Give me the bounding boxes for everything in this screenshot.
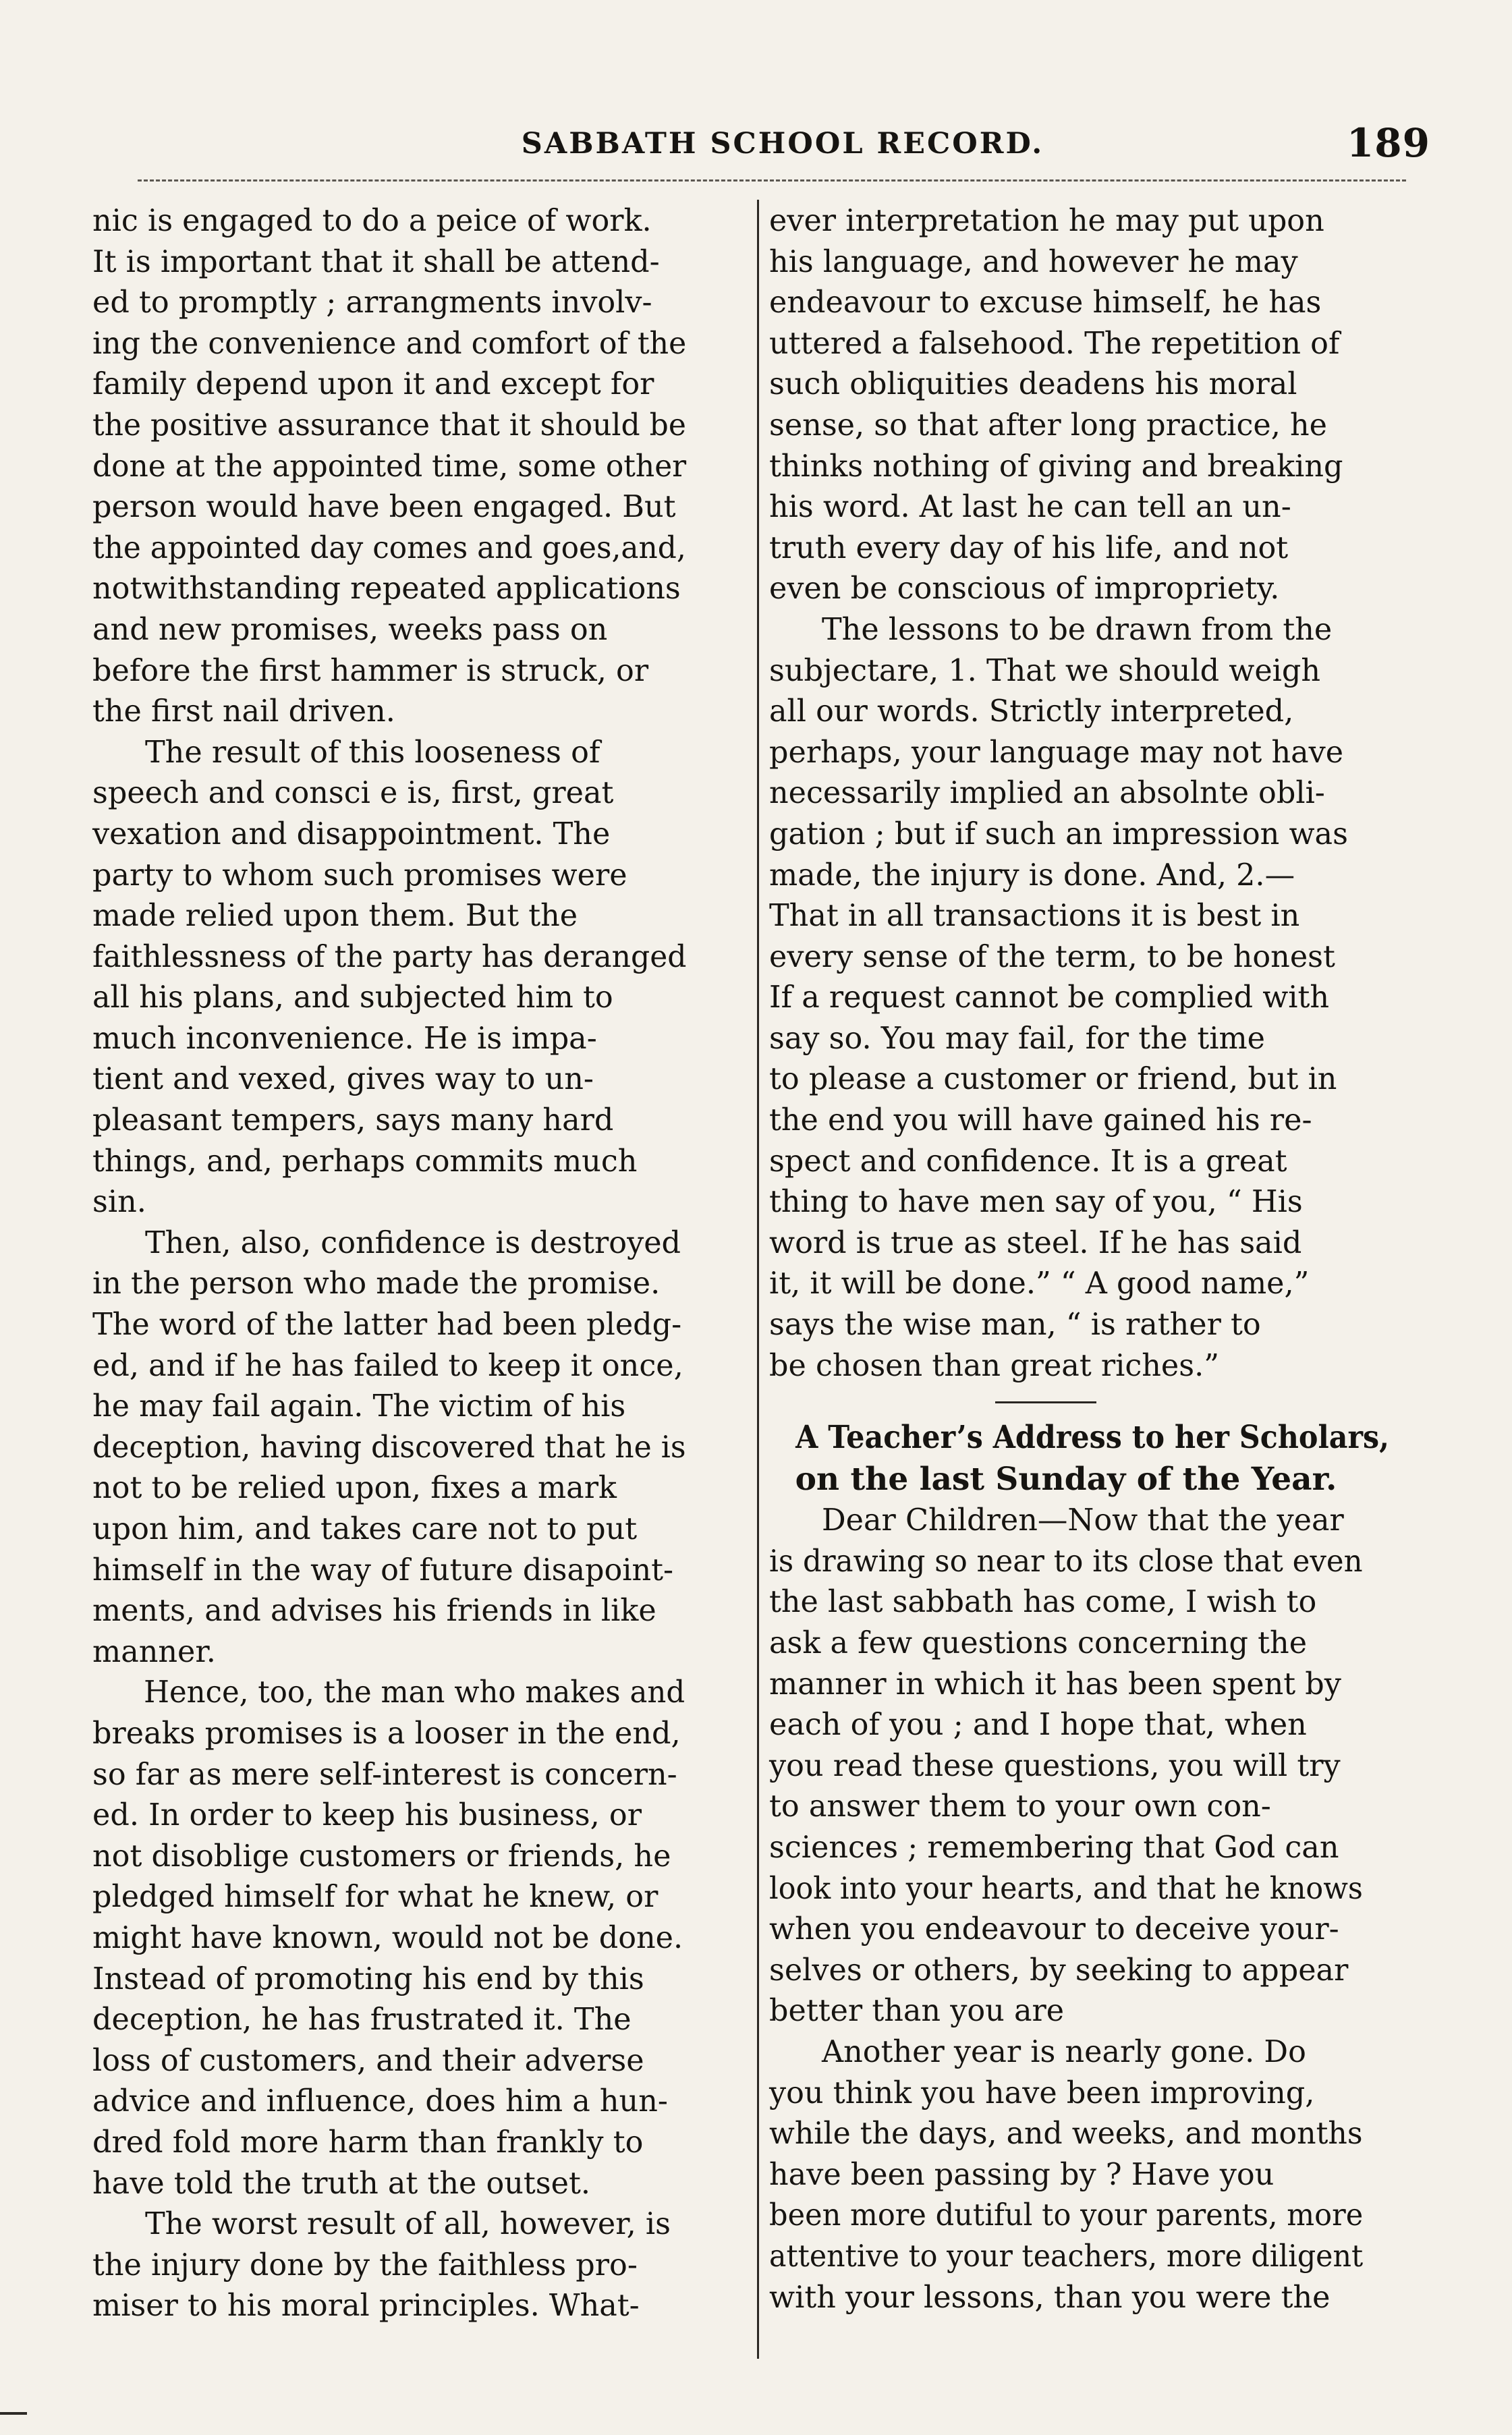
text-line: truth every day of his life, and not bbox=[769, 530, 1289, 565]
text-line: person would have been engaged. But bbox=[92, 490, 676, 525]
text-line: sense, so that after long practice, he bbox=[769, 408, 1327, 443]
text-line: vexation and disappointment. The bbox=[92, 816, 611, 851]
text-line: sin. bbox=[92, 1185, 146, 1220]
text-line: is drawing so near to its close that even bbox=[769, 1544, 1363, 1579]
text-line: things, and, perhaps commits much bbox=[92, 1144, 638, 1179]
left-column bbox=[92, 201, 686, 2353]
text-line: made, the injury is done. And, 2.— bbox=[769, 858, 1295, 893]
text-line: dred fold more harm than frankly to bbox=[92, 2125, 644, 2160]
text-line: the appointed day comes and goes,and, bbox=[92, 530, 686, 565]
text-line: Hence, too, the man who makes and bbox=[144, 1675, 685, 1710]
text-line: the first nail driven. bbox=[92, 694, 395, 729]
text-line: tient and vexed, gives way to un- bbox=[92, 1062, 594, 1097]
text-line: The worst result of all, however, is bbox=[145, 2207, 671, 2242]
text-line: he may fail again. The victim of his bbox=[92, 1389, 626, 1424]
text-line: pleasant tempers, says many hard bbox=[92, 1103, 614, 1138]
text-line: to please a customer or friend, but in bbox=[769, 1062, 1337, 1097]
text-line: his language, and however he may bbox=[769, 244, 1298, 279]
text-line: much inconvenience. He is impa- bbox=[92, 1021, 597, 1056]
text-line: manner in which it has been spent by bbox=[769, 1667, 1341, 1702]
text-line: It is important that it shall be attend- bbox=[92, 244, 660, 279]
text-line: the positive assurance that it should be bbox=[92, 408, 686, 443]
text-line: faithlessness of the party has deranged bbox=[92, 939, 687, 974]
text-line: be chosen than great riches.” bbox=[769, 1348, 1220, 1383]
text-line: The result of this looseness of bbox=[145, 735, 600, 770]
text-line: spect and confidence. It is a great bbox=[769, 1144, 1287, 1179]
text-line: word is true as steel. If he has said bbox=[769, 1225, 1302, 1260]
text-line: say so. You may fail, for the time bbox=[769, 1021, 1266, 1056]
text-line: in the person who made the promise. bbox=[92, 1266, 661, 1302]
text-line: ed to promptly ; arrangments involv- bbox=[92, 285, 652, 320]
text-line: selves or others, by seeking to appear bbox=[769, 1953, 1349, 1988]
text-line: deception, having discovered that he is bbox=[92, 1430, 686, 1465]
text-line: pledged himself for what he knew, or bbox=[92, 1880, 659, 1915]
text-line: If a request cannot be complied with bbox=[769, 980, 1330, 1015]
article-heading-line-1: A Teacher’s Address to her Scholars, bbox=[795, 1419, 1390, 1457]
text-line: it, it will be done.” “ A good name,” bbox=[769, 1266, 1310, 1302]
text-line: party to whom such promises were bbox=[92, 858, 627, 893]
text-line: Then, also, confidence is destroyed bbox=[145, 1225, 681, 1260]
text-line: loss of customers, and their adverse bbox=[92, 2043, 644, 2078]
text-line: ed, and if he has failed to keep it once, bbox=[92, 1348, 683, 1383]
text-line: ed. In order to keep his business, or bbox=[92, 1798, 642, 1833]
page-number: 189 bbox=[1346, 120, 1430, 166]
text-line: even be conscious of impropriety. bbox=[769, 571, 1280, 607]
section-divider-rule bbox=[769, 1387, 1363, 1417]
text-line: thinks nothing of giving and breaking bbox=[769, 449, 1343, 484]
text-line: gation ; but if such an impression was bbox=[769, 816, 1348, 851]
article-heading-line-2: on the last Sunday of the Year. bbox=[795, 1461, 1337, 1499]
right-column-text-lower bbox=[769, 1501, 1363, 2318]
text-line: speech and consci e is, first, great bbox=[92, 776, 614, 811]
text-line: ever interpretation he may put upon bbox=[769, 204, 1324, 238]
text-line: you read these questions, you will try bbox=[769, 1748, 1341, 1783]
text-line: attentive to your teachers, more diligent bbox=[769, 2239, 1364, 2274]
text-line: says the wise man, “ is rather to bbox=[769, 1308, 1261, 1343]
text-line: breaks promises is a looser in the end, bbox=[92, 1716, 681, 1751]
text-line: all his plans, and subjected him to bbox=[92, 980, 613, 1015]
text-line: advice and influence, does him a hun- bbox=[92, 2084, 668, 2119]
text-line: ments, and advises his friends in like bbox=[92, 1594, 656, 1629]
text-line: been more dutiful to your parents, more bbox=[769, 2198, 1364, 2233]
text-line: thing to have men say of you, “ His bbox=[769, 1185, 1303, 1220]
column-divider bbox=[757, 200, 759, 2359]
text-line: have told the truth at the outset. bbox=[92, 2166, 590, 2201]
text-line: The lessons to be drawn from the bbox=[822, 612, 1333, 647]
text-line: perhaps, your language may not have bbox=[769, 735, 1344, 770]
text-line: the end you will have gained his re- bbox=[769, 1103, 1312, 1138]
text-line: That in all transactions it is best in bbox=[769, 899, 1300, 934]
text-line: made relied upon them. But the bbox=[92, 899, 578, 934]
text-line: manner. bbox=[92, 1634, 216, 1669]
text-line: upon him, and takes care not to put bbox=[92, 1512, 638, 1546]
text-line: to answer them to your own con- bbox=[769, 1789, 1271, 1824]
text-line: every sense of the term, to be honest bbox=[769, 939, 1335, 974]
text-line: done at the appointed time, some other bbox=[92, 449, 687, 484]
text-line: each of you ; and I hope that, when bbox=[769, 1708, 1307, 1743]
text-line: better than you are bbox=[769, 1994, 1065, 2029]
text-line: Another year is nearly gone. Do bbox=[822, 2034, 1306, 2069]
text-line: sciences ; remembering that God can bbox=[769, 1830, 1339, 1865]
text-line: with your lessons, than you were the bbox=[769, 2280, 1331, 2315]
text-line: when you endeavour to deceive your- bbox=[769, 1912, 1339, 1947]
text-line: before the first hammer is struck, or bbox=[92, 653, 649, 688]
text-line: and new promises, weeks pass on bbox=[92, 612, 608, 647]
text-line: family depend upon it and except for bbox=[92, 367, 654, 402]
text-line: notwithstanding repeated applications bbox=[92, 571, 681, 607]
text-line: have been passing by ? Have you bbox=[769, 2157, 1275, 2192]
text-line: look into your hearts, and that he knows bbox=[769, 1871, 1363, 1906]
text-line: the injury done by the faithless pro- bbox=[92, 2247, 638, 2283]
running-title: SABBATH SCHOOL RECORD. bbox=[521, 127, 1044, 161]
text-line: not to be relied upon, fixes a mark bbox=[92, 1471, 617, 1506]
text-line: The word of the latter had been pledg- bbox=[92, 1308, 682, 1343]
header-rule bbox=[138, 179, 1406, 185]
right-column bbox=[769, 201, 1390, 2353]
text-line: miser to his moral principles. What- bbox=[92, 2289, 640, 2324]
text-line: all our words. Strictly interpreted, bbox=[769, 694, 1294, 729]
text-line: such obliquities deadens his moral bbox=[769, 367, 1297, 402]
right-column-text-upper bbox=[769, 201, 1363, 1387]
text-line: necessarily implied an absolnte obli- bbox=[769, 776, 1325, 811]
text-line: so far as mere self-interest is concern- bbox=[92, 1757, 677, 1792]
scan-edge-mark bbox=[0, 2412, 27, 2415]
text-line: not disoblige customers or friends, he bbox=[92, 1839, 671, 1874]
article-heading bbox=[769, 1417, 1390, 1501]
text-line: you think you have been improving, bbox=[769, 2075, 1315, 2110]
text-line: might have known, would not be done. bbox=[92, 1920, 683, 1955]
text-line: while the days, and weeks, and months bbox=[769, 2117, 1363, 2152]
text-line: himself in the way of future disapoint- bbox=[92, 1552, 674, 1588]
text-line: ing the convenience and comfort of the bbox=[92, 326, 687, 361]
text-line: Dear Children—Now that the year bbox=[822, 1503, 1344, 1538]
text-line: uttered a falsehood. The repetition of bbox=[769, 326, 1340, 361]
text-line: his word. At last he can tell an un- bbox=[769, 490, 1291, 525]
text-line: Instead of promoting his end by this bbox=[92, 1961, 644, 1996]
text-line: nic is engaged to do a peice of work. bbox=[92, 204, 652, 238]
text-line: deception, he has frustrated it. The bbox=[92, 2003, 632, 2038]
text-line: subjectare, 1. That we should weigh bbox=[769, 653, 1321, 688]
text-line: ask a few questions concerning the bbox=[769, 1626, 1308, 1660]
text-line: endeavour to excuse himself, he has bbox=[769, 285, 1322, 320]
text-line: the last sabbath has come, I wish to bbox=[769, 1585, 1317, 1620]
